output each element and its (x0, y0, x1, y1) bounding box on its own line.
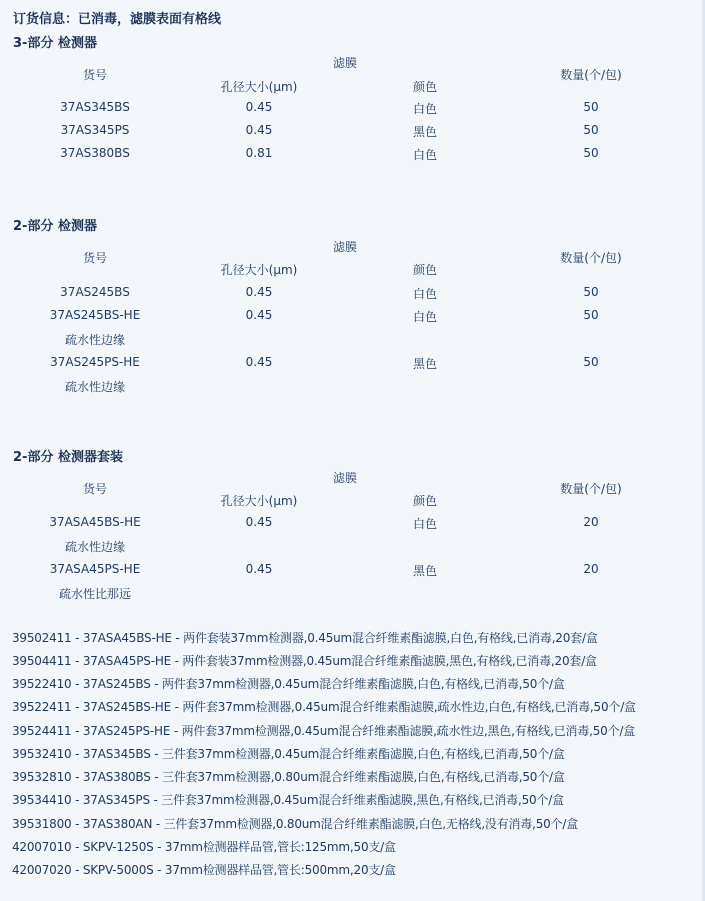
section-heading: 2-部分 检测器 (13, 219, 97, 234)
page-title: 订货信息：已消毒，滤膜表面有格线 (13, 12, 222, 27)
row-part: 37AS345PS (60, 123, 130, 137)
row-note: 疏水性比那远 (58, 587, 131, 601)
header-color: 颜色 (412, 494, 437, 508)
row-pore: 0.45 (245, 308, 273, 322)
row-pore: 0.81 (245, 146, 273, 160)
row-part: 37ASA45PS-HE (49, 562, 141, 576)
header-part: 货号 (82, 68, 107, 82)
header-filter: 滤膜 (332, 240, 357, 254)
row-qty: 50 (583, 146, 599, 160)
header-qty: 数量(个/包) (560, 68, 622, 82)
row-color: 白色 (412, 287, 437, 301)
row-pore: 0.45 (245, 355, 273, 369)
order-line: 39522411 - 37AS245BS-HE - 两件套37mm检测器,0.45um混合纤维素酯滤膜,疏水性边,白色,有格线,已消毒,50个/盒 (12, 700, 636, 714)
row-qty: 50 (583, 355, 599, 369)
row-pore: 0.45 (245, 515, 273, 529)
row-part: 37AS245BS (60, 285, 130, 299)
row-part: 37ASA45BS-HE (49, 515, 141, 529)
row-part: 37AS245BS-HE (49, 308, 141, 322)
header-color: 颜色 (412, 263, 437, 277)
row-pore: 0.45 (245, 562, 273, 576)
row-color: 黑色 (412, 357, 437, 371)
header-qty: 数量(个/包) (560, 482, 622, 496)
order-line: 39531800 - 37AS380AN - 三件套37mm检测器,0.80um混合纤维素酯滤膜,白色,无格线,没有消毒,50个/盒 (12, 817, 579, 831)
header-part: 货号 (82, 482, 107, 496)
row-color: 白色 (412, 310, 437, 324)
row-pore: 0.45 (245, 123, 273, 137)
row-part: 37AS345BS (60, 100, 130, 114)
row-color: 黑色 (412, 564, 437, 578)
header-pore: 孔径大小(µm) (220, 80, 298, 94)
row-qty: 20 (583, 515, 599, 529)
row-color: 白色 (412, 517, 437, 531)
header-part: 货号 (82, 251, 107, 265)
row-note: 疏水性边缘 (64, 380, 125, 394)
row-color: 白色 (412, 102, 437, 116)
order-line: 39502411 - 37ASA45BS-HE - 两件套装37mm检测器,0.45um混合纤维素酯滤膜,白色,有格线,已消毒,20套/盒 (12, 631, 598, 645)
row-qty: 50 (583, 100, 599, 114)
row-note: 疏水性边缘 (64, 540, 125, 554)
row-color: 白色 (412, 148, 437, 162)
row-note: 疏水性边缘 (64, 333, 125, 347)
row-qty: 50 (583, 308, 599, 322)
row-pore: 0.45 (245, 100, 273, 114)
header-pore: 孔径大小(µm) (220, 263, 298, 277)
row-color: 黑色 (412, 125, 437, 139)
row-qty: 20 (583, 562, 599, 576)
row-qty: 50 (583, 123, 599, 137)
order-line: 39532410 - 37AS345BS - 三件套37mm检测器,0.45um混合纤维素酯滤膜,白色,有格线,已消毒,50个/盒 (12, 747, 565, 761)
row-part: 37AS245PS-HE (50, 355, 140, 369)
order-line: 39532810 - 37AS380BS - 三件套37mm检测器,0.80um混合纤维素酯滤膜,白色,有格线,已消毒,50个/盒 (12, 770, 565, 784)
row-pore: 0.45 (245, 285, 273, 299)
order-line: 39504411 - 37ASA45PS-HE - 两件套装37mm检测器,0.45um混合纤维素酯滤膜,黑色,有格线,已消毒,20套/盒 (12, 654, 597, 668)
order-line: 39534410 - 37AS345PS - 三件套37mm检测器,0.45um混合纤维素酯滤膜,黑色,有格线,已消毒,50个/盒 (12, 793, 564, 807)
header-filter: 滤膜 (332, 56, 357, 70)
header-color: 颜色 (412, 80, 437, 94)
header-filter: 滤膜 (332, 471, 357, 485)
section-heading: 2-部分 检测器套装 (13, 450, 123, 465)
row-qty: 50 (583, 285, 599, 299)
header-qty: 数量(个/包) (560, 251, 622, 265)
order-line: 39522410 - 37AS245BS - 两件套37mm检测器,0.45um混合纤维素酯滤膜,白色,有格线,已消毒,50个/盒 (12, 677, 565, 691)
order-line: 42007020 - SKPV-5000S - 37mm检测器样品管,管长:500mm,20支/盒 (12, 863, 396, 877)
header-pore: 孔径大小(µm) (220, 494, 298, 508)
row-part: 37AS380BS (60, 146, 130, 160)
order-line: 42007010 - SKPV-1250S - 37mm检测器样品管,管长:125mm,50支/盒 (12, 840, 396, 854)
order-line: 39524411 - 37AS245PS-HE - 两件套37mm检测器,0.45um混合纤维素酯滤膜,疏水性边,黑色,有格线,已消毒,50个/盒 (12, 724, 636, 738)
section-heading: 3-部分 检测器 (13, 36, 97, 51)
